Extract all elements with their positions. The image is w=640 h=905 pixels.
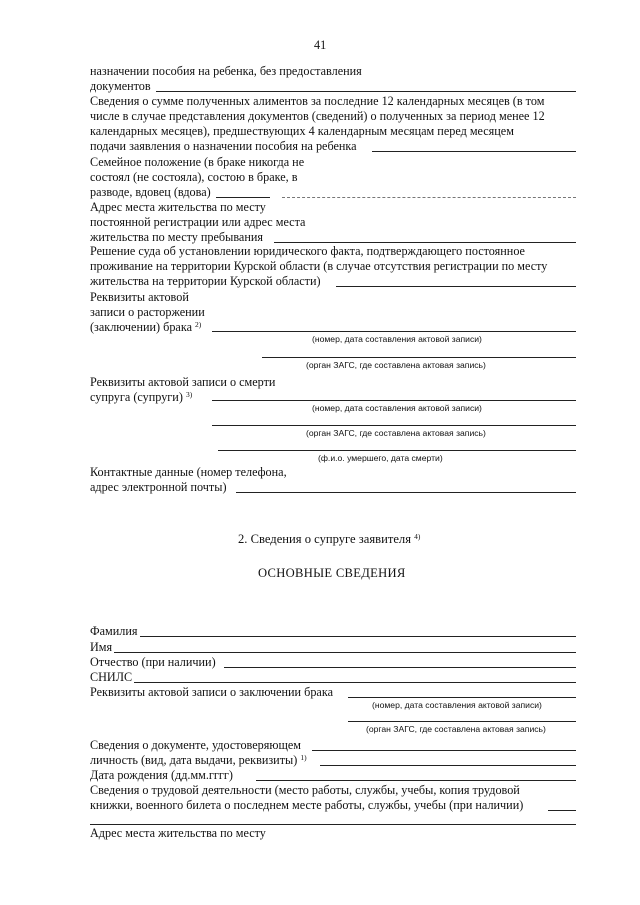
divorce-registry-caption: (орган ЗАГС, где составлена актовая запись): [306, 360, 486, 370]
address-line-2: постоянной регистрации или адрес места: [90, 215, 306, 229]
documents-field[interactable]: [156, 91, 576, 92]
section-2-heading: [238, 532, 420, 546]
death-label: супруга (супруги): [90, 390, 183, 404]
contact-line-2: адрес электронной почты): [90, 480, 227, 494]
alimony-line-1: Сведения о сумме полученных алиментов за последние 12 календарных месяцев (в том: [90, 94, 545, 108]
birth-date-field[interactable]: [256, 780, 576, 781]
id-doc-line-1: Сведения о документе, удостоверяющем: [90, 738, 301, 752]
address-line-3: жительства по месту пребывания: [90, 230, 263, 244]
death-number-field[interactable]: [212, 400, 576, 401]
benefit-line-2: документов: [90, 79, 151, 93]
snils-label: СНИЛС: [90, 670, 133, 684]
contact-line-1: Контактные данные (номер телефона,: [90, 465, 287, 479]
patronymic-field[interactable]: [224, 667, 576, 668]
divorce-line-1: Реквизиты актовой: [90, 290, 189, 304]
deceased-field[interactable]: [218, 450, 576, 451]
death-line-1: Реквизиты актовой записи о смерти: [90, 375, 276, 389]
id-doc-field-1[interactable]: [312, 750, 576, 751]
divorce-label: (заключении) брака: [90, 320, 192, 334]
marriage-number-caption: (номер, дата составления актовой записи): [372, 700, 542, 710]
family-status-field[interactable]: [216, 197, 270, 198]
family-status-line-2: состоял (не состояла), состою в браке, в: [90, 170, 298, 184]
divorce-line-3: [90, 320, 201, 334]
marriage-registry-field[interactable]: [348, 721, 576, 722]
death-line-2: [90, 390, 192, 404]
address-field[interactable]: [274, 242, 576, 243]
court-line-1: Решение суда об установлении юридического факта, подтверждающего постоянное: [90, 244, 525, 258]
work-line-2: книжки, военного билета о последнем месте работы, службы, учебы (при наличии): [90, 798, 524, 812]
footnote-1: 1): [300, 753, 307, 762]
birth-date-label: Дата рождения (дд.мм.гггг): [90, 768, 233, 782]
id-doc-line-2: [90, 753, 307, 767]
death-registry-caption: (орган ЗАГС, где составлена актовая запись): [306, 428, 486, 438]
surname-label: Фамилия: [90, 624, 138, 638]
patronymic-label: Отчество (при наличии): [90, 655, 216, 669]
family-status-field-faint[interactable]: [282, 197, 576, 198]
id-doc-field-2[interactable]: [320, 765, 576, 766]
marriage-number-field[interactable]: [348, 697, 576, 698]
court-field[interactable]: [336, 286, 576, 287]
section-2-title: 2. Сведения о супруге заявителя: [238, 532, 411, 546]
address-line-1: Адрес места жительства по месту: [90, 200, 266, 214]
surname-field[interactable]: [140, 636, 576, 637]
marriage-record-label: Реквизиты актовой записи о заключении брака: [90, 685, 333, 699]
family-status-line-1: Семейное положение (в браке никогда не: [90, 155, 305, 169]
court-line-2: проживание на территории Курской области (в случае отсутствия регистрации по месту: [90, 259, 548, 273]
footnote-3: 3): [185, 390, 193, 399]
residence-line-1: Адрес места жительства по месту: [90, 826, 266, 840]
alimony-line-4: подачи заявления о назначении пособия на ребенка: [90, 139, 357, 153]
section-2-subheading: ОСНОВНЫЕ СВЕДЕНИЯ: [258, 566, 406, 580]
death-registry-field[interactable]: [212, 425, 576, 426]
contact-field[interactable]: [236, 492, 576, 493]
court-line-3: жительства на территории Курской области): [90, 274, 321, 288]
alimony-line-2: числе в случае представления документов (сведений) о полученных за период менее 12: [90, 109, 545, 123]
work-field-1[interactable]: [548, 810, 576, 811]
deceased-caption: (ф.и.о. умершего, дата смерти): [318, 453, 443, 463]
name-field[interactable]: [114, 652, 576, 653]
footnote-4: 4): [414, 532, 421, 541]
divorce-line-2: записи о расторжении: [90, 305, 205, 319]
alimony-field[interactable]: [372, 151, 576, 152]
work-line-1: Сведения о трудовой деятельности (место работы, службы, учебы, копия трудовой: [90, 783, 520, 797]
page-number: 41: [314, 38, 327, 52]
divorce-number-field[interactable]: [212, 331, 576, 332]
footnote-2: 2): [195, 320, 202, 329]
death-number-caption: (номер, дата составления актовой записи): [312, 403, 482, 413]
divorce-registry-field[interactable]: [262, 357, 576, 358]
snils-field[interactable]: [134, 682, 576, 683]
work-field-2[interactable]: [90, 824, 576, 825]
alimony-line-3: календарных месяцев), предшествующих 4 календарным месяцам перед месяцем: [90, 124, 514, 138]
id-doc-label: личность (вид, дата выдачи, реквизиты): [90, 753, 298, 767]
marriage-registry-caption: (орган ЗАГС, где составлена актовая запись): [366, 724, 546, 734]
divorce-number-caption: (номер, дата составления актовой записи): [312, 334, 482, 344]
benefit-line-1: назначении пособия на ребенка, без предоставления: [90, 64, 362, 78]
name-label: Имя: [90, 640, 113, 654]
family-status-line-3: разводе, вдовец (вдова): [90, 185, 211, 199]
